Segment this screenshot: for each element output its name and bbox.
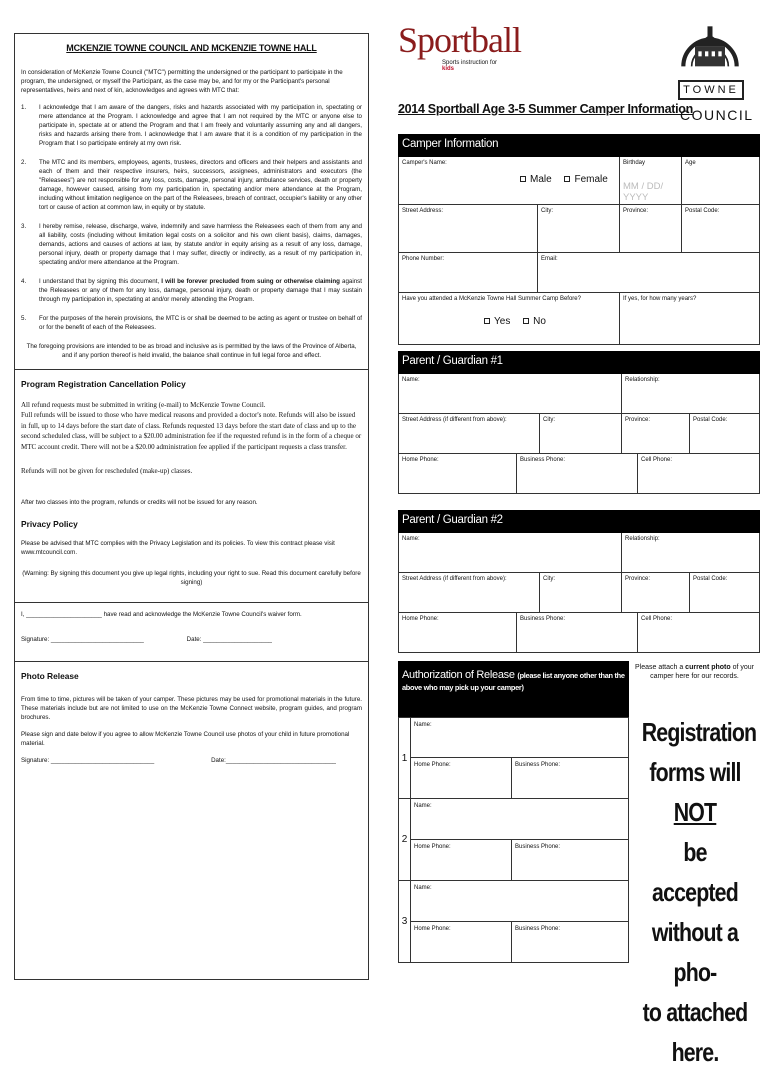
guardian2-phone-row	[398, 613, 760, 653]
guardian1-relationship-label: Relationship:	[625, 377, 660, 383]
council-name: COUNCIL	[680, 107, 754, 123]
item-number: 5.	[21, 314, 27, 322]
city-label: City:	[541, 208, 553, 214]
gender-options	[520, 174, 616, 185]
guardian1-address-row	[398, 414, 760, 454]
authorization-subtitle: (please list anyone other than the above who may pick up your camper)	[402, 671, 625, 693]
age-label: Age	[685, 160, 696, 166]
notice-text: forms will	[649, 757, 741, 787]
photo-release-p1: From time to time, pictures will be taken of your camper. These pictures may be used for promotional materials in the future. These materials include but are not limited to use on the McKenzie Towne Connect website, program guides, and program brochures.	[21, 696, 362, 722]
guardian2-business-label: Business Phone:	[520, 616, 566, 622]
age-field[interactable]	[682, 157, 759, 204]
postal-label: Postal Code:	[685, 208, 720, 214]
guardian2-address-row	[398, 573, 760, 613]
notice-line	[642, 752, 749, 832]
waiver-item	[21, 278, 362, 305]
guardian2-city-field[interactable]	[540, 573, 622, 612]
item-text	[39, 278, 362, 305]
yes-checkbox[interactable]	[484, 318, 490, 324]
guardian2-business-field[interactable]	[517, 613, 638, 652]
waiver-item	[21, 223, 362, 268]
pickup-name-label: Name:	[414, 803, 432, 809]
attended-label: Have you attended a McKenzie Towne Hall Summer Camp Before?	[402, 296, 581, 302]
guardian2-name-row	[398, 533, 760, 573]
camper-name-label: Camper's Name:	[402, 160, 447, 166]
photo-attach-note	[629, 661, 760, 717]
male-checkbox[interactable]	[520, 176, 526, 182]
attended-field	[399, 293, 620, 344]
item-number: 2.	[21, 158, 27, 166]
pickup-phone-row	[410, 922, 629, 963]
divider	[15, 369, 368, 370]
acknowledge-line[interactable]: I, ______________________ have read and acknowledge the McKenzie Towne Council's waiver form.	[21, 610, 302, 618]
cancellation-heading: Program Registration Cancellation Policy	[21, 378, 186, 389]
attended-options	[484, 316, 616, 327]
guardian1-phone-row	[398, 454, 760, 494]
pickup-business-label: Business Phone:	[515, 844, 561, 850]
cancellation-p4: After two classes into the program, refunds or credits will not be issued for any reason.	[21, 498, 258, 506]
item-number: 4.	[21, 277, 27, 285]
item-text-bold: I will be forever precluded from suing or otherwise claiming	[161, 277, 340, 285]
signature-row-2	[21, 757, 362, 766]
female-checkbox[interactable]	[564, 176, 570, 182]
photo-release-heading: Photo Release	[21, 670, 79, 681]
pickup-phone-row	[410, 758, 629, 799]
date-field[interactable]: Date: ____________________	[186, 635, 272, 643]
pickup-home-label: Home Phone:	[414, 926, 451, 932]
birthday-label: Birthday	[623, 160, 646, 166]
guardian2-header: Parent / Guardian #2	[398, 510, 760, 533]
pickup-home-label: Home Phone:	[414, 762, 451, 768]
province-field[interactable]	[620, 205, 682, 252]
male-label: Male	[530, 174, 552, 185]
item-text: I hereby remise, release, discharge, waive, indemnify and save harmless the Releasees each of them from any and all liability, costs (including without limitation legal costs on a solicitor and his own client basis), claims, damages, demands, actions and causes of actions at law, by statute and/or in equity arising as a result of any loss, damage, personal injury, death or property damage that I may suffer, directly or indirectly, as a result of my participation in, spectating and/or mere attendance at the Program.	[39, 222, 362, 266]
guardian1-relationship-field[interactable]	[622, 374, 759, 413]
street-label: Street Address:	[402, 208, 444, 214]
guardian2-postal-label: Postal Code:	[693, 576, 728, 582]
pickup-fields	[410, 799, 629, 881]
waiver-intro: In consideration of McKenzie Towne Council ("MTC") permitting the undersigned or the participant to participate in the program, the undersigned, or myself the Participant, as the case may be, and for my or the Participant's personal representatives, heirs and next of kin, acknowledges and agrees with MTC that:	[21, 69, 343, 95]
item-text-post: against the Releasees or any of them for any loss, damage, personal injury, death or property damage that I may sustain through my participation in, spectating at and/or merely attending the Program.	[39, 277, 362, 303]
item-number: 3.	[21, 222, 27, 230]
pickup-name-field[interactable]	[410, 799, 629, 840]
divider	[15, 602, 368, 603]
attended-row	[398, 293, 760, 345]
pickup-name-field[interactable]	[410, 881, 629, 922]
city-field[interactable]	[538, 205, 620, 252]
sportball-tagline	[442, 60, 508, 72]
guardian2-cell-field[interactable]	[638, 613, 759, 652]
tagline-text: Sports instruction for	[442, 60, 498, 66]
guardian1-street-label: Street Address (if different from above):	[402, 417, 507, 423]
pickup-name-label: Name:	[414, 722, 432, 728]
postal-field[interactable]	[682, 205, 759, 252]
guardian1-home-label: Home Phone:	[402, 457, 439, 463]
cancellation-p3: Refunds will not be given for rescheduled (make-up) classes.	[21, 467, 193, 476]
authorization-title: Authorization of Release	[402, 669, 515, 681]
guardian2-province-label: Province:	[625, 576, 651, 582]
pickup-home-field[interactable]	[411, 840, 512, 880]
years-label: If yes, for how many years?	[623, 296, 697, 302]
guardian1-postal-label: Postal Code:	[693, 417, 728, 423]
date-field-2[interactable]: Date:________________________________	[211, 757, 336, 765]
guardian1-street-field[interactable]	[399, 414, 540, 453]
page-title: 2014 Sportball Age 3-5 Summer Camper Information	[398, 102, 693, 116]
pickup-home-label: Home Phone:	[414, 844, 451, 850]
female-label: Female	[574, 174, 608, 185]
pickup-business-field[interactable]	[512, 758, 563, 798]
notice-line: Registration	[641, 717, 757, 747]
province-label: Province:	[623, 208, 649, 214]
cancellation-p2: Full refunds will be issued to those who have medical reasons and provided a doctor's note. Refunds will also be issued in full, up to 14 days before the start date of class. Refunds requested 13 days before the start date of class and up to the second scheduled class, will be subject to a $20.00 administration fee if the requested refund is in the form of a cheque or MTC account credit. There will not be a $20.00 administration fee applied if the participant requests a class transfer.	[21, 411, 362, 451]
pickup-business-label: Business Phone:	[515, 762, 561, 768]
item-text-pre: I understand that by signing this document,	[39, 277, 162, 285]
waiver-item	[21, 159, 362, 213]
item-text: For the purposes of the herein provisions, the MTC is or shall be deemed to be acting as agent or trustee on behalf of or for the benefit of each of the Releasees.	[39, 314, 362, 331]
notice-line: to attached	[642, 997, 748, 1027]
notice-line: here.	[671, 1037, 719, 1067]
guardian2-name-field[interactable]	[399, 533, 622, 572]
photo-note-pre: Please attach a	[634, 664, 686, 671]
guardian2-street-field[interactable]	[399, 573, 540, 612]
guardian1-city-field[interactable]	[540, 414, 622, 453]
waiver-item	[21, 315, 362, 333]
photo-release-p2: Please sign and date below if you agree to allow McKenzie Towne Council use photos of your child in future promotional material.	[21, 731, 350, 748]
phone-field[interactable]	[399, 253, 538, 292]
waiver-panel	[14, 33, 369, 980]
privacy-heading: Privacy Policy	[21, 518, 78, 529]
guardian2-name-label: Name:	[402, 536, 420, 542]
notice-line: without a pho-	[651, 917, 739, 987]
yes-label: Yes	[494, 316, 511, 327]
camper-contact-row	[398, 253, 760, 293]
photo-note-bold: current photo	[685, 664, 731, 671]
guardian1-city-label: City:	[543, 417, 555, 423]
foregoing-text: The foregoing provisions are intended to be as broad and inclusive as is permitted by the laws of the Province of Alberta, and if any portion thereof is held invalid, the balance shall continue in full legal force and effect.	[26, 342, 357, 359]
guardian2-cell-label: Cell Phone:	[641, 616, 673, 622]
email-field[interactable]	[538, 253, 759, 292]
guardian1-name-row	[398, 374, 760, 414]
pickup-business-field[interactable]	[512, 922, 563, 962]
authorization-header	[398, 661, 629, 717]
signature-field[interactable]: Signature: ___________________________	[21, 635, 144, 643]
item-number: 1.	[21, 104, 27, 111]
waiver-title: MCKENZIE TOWNE COUNCIL AND MCKENZIE TOWNE HALL	[66, 43, 317, 53]
pickup-name-field[interactable]	[410, 717, 629, 758]
pickup-home-field[interactable]	[411, 758, 512, 798]
guardian1-header: Parent / Guardian #1	[398, 351, 760, 374]
pickup-phone-row	[410, 840, 629, 881]
birthday-field[interactable]	[620, 157, 682, 204]
council-crest-icon	[674, 18, 746, 68]
guardian1-name-field[interactable]	[399, 374, 622, 413]
pickup-business-field[interactable]	[512, 840, 563, 880]
sportball-wordmark: Sportball	[398, 20, 521, 60]
guardian1-name-label: Name:	[402, 377, 420, 383]
camper-name-row	[398, 157, 760, 205]
camper-info-header: Camper Information	[398, 134, 760, 157]
guardian2-home-label: Home Phone:	[402, 616, 439, 622]
authorization-section	[398, 661, 760, 717]
camper-name-field[interactable]	[399, 157, 620, 204]
guardian1-home-field[interactable]	[399, 454, 517, 493]
guardian1-postal-field[interactable]	[690, 414, 759, 453]
guardian1-province-label: Province:	[625, 417, 651, 423]
pickup-number: 2	[398, 799, 410, 881]
pickup-fields	[410, 881, 629, 963]
years-field[interactable]	[620, 293, 759, 344]
email-label: Email:	[541, 256, 558, 262]
sportball-logo	[398, 20, 521, 92]
notice-line: be accepted	[652, 837, 738, 907]
street-field[interactable]	[399, 205, 538, 252]
pickup-business-label: Business Phone:	[515, 926, 561, 932]
guardian2-province-field[interactable]	[622, 573, 690, 612]
divider	[15, 661, 368, 662]
signature-row	[21, 636, 362, 645]
photo-required-notice	[641, 712, 757, 1072]
camper-address-row	[398, 205, 760, 253]
birthday-placeholder: MM / DD/ YYYY	[623, 181, 664, 203]
photo-note-post: of your camper here for our records.	[650, 664, 755, 681]
signature-field-2[interactable]: Signature: ______________________________	[21, 757, 155, 765]
privacy-text: Please be advised that MTC complies with the Privacy Legislation and its policies. To view this contract please visit www.mtcouncil.com.	[21, 540, 335, 556]
guardian2-relationship-field[interactable]	[622, 533, 759, 572]
guardian1-business-label: Business Phone:	[520, 457, 566, 463]
guardian2-postal-field[interactable]	[690, 573, 759, 612]
cancellation-p1: All refund requests must be submitted in writing (e-mail) to McKenzie Towne Council.	[21, 400, 266, 409]
no-checkbox[interactable]	[523, 318, 529, 324]
guardian2-home-field[interactable]	[399, 613, 517, 652]
guardian2-street-label: Street Address (if different from above):	[402, 576, 507, 582]
item-text: I acknowledge that I am aware of the dangers, risks and hazards associated with my participation in, spectating or mere attendance at the Program. I acknowledge and agree that I am not required by the MTC or anyone else to participate in, spectate at or attend the Program and that I am freely and voluntarily assuming any and all dangers, risks and hazards arising there from. I acknowledge that I am aware that it is a condition of my participation in the Program that I so participate entirely at my own risk.	[39, 104, 362, 147]
tagline-kids: kids	[442, 66, 455, 72]
guardian1-business-field[interactable]	[517, 454, 638, 493]
pickup-home-field[interactable]	[411, 922, 512, 962]
council-band: TOWNE	[678, 80, 744, 100]
guardian1-province-field[interactable]	[622, 414, 690, 453]
notice-emphasis: NOT	[673, 797, 717, 827]
warning-text: (Warning: By signing this document you give up legal rights, including your right to sue. Read this document carefully before signing)	[22, 569, 361, 586]
item-text: The MTC and its members, employees, agents, trustees, directors and officers and their helpers and assistants and each of them and their respective insurers, heirs, successors, assignees, administrators and executors (the "Releasees") are not responsible for any loss, costs, damage, personal injury, ambulance services, death or property damage, however caused, arising from my participation in, spectating and/or mere attendance at the Program, including without limitation negligence on the part of the Releasees, breach of contract, occupier's liability or any other tort or cause of action at common law, in equity or by statute.	[39, 158, 362, 211]
guardian1-cell-field[interactable]	[638, 454, 759, 493]
pickup-name-label: Name:	[414, 885, 432, 891]
waiver-item	[21, 104, 362, 149]
no-label: No	[533, 316, 546, 327]
pickup-number: 1	[398, 717, 410, 799]
guardian2-relationship-label: Relationship:	[625, 536, 660, 542]
guardian1-cell-label: Cell Phone:	[641, 457, 673, 463]
phone-label: Phone Number:	[402, 256, 445, 262]
pickup-number: 3	[398, 881, 410, 963]
guardian2-city-label: City:	[543, 576, 555, 582]
pickup-fields	[410, 717, 629, 799]
